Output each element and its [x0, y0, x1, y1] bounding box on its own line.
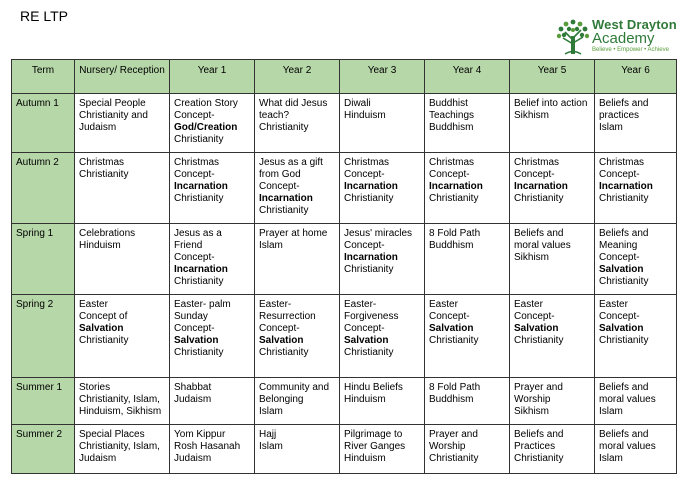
topic-cell	[595, 378, 677, 425]
cell-line: Beliefs and	[599, 228, 649, 239]
cell-line: Prayer at home	[259, 228, 328, 239]
topic-cell	[75, 295, 170, 378]
header-reception-line: Reception	[119, 65, 165, 76]
cell-line: Yom Kippur	[174, 429, 226, 440]
cell-line: What did Jesus	[259, 98, 328, 109]
cell-line: moral values	[514, 240, 571, 251]
cell-line: Incarnation	[514, 181, 568, 192]
cell-line: Buddhism	[429, 240, 474, 251]
cell-line: Celebrations	[79, 228, 136, 239]
cell-line: Christianity	[344, 264, 394, 275]
table-header-row	[12, 60, 677, 94]
cell-line: Worship	[514, 394, 551, 405]
school-logo	[555, 16, 680, 56]
topic-cell	[510, 295, 595, 378]
cell-line: Jesus as a gift	[259, 157, 323, 168]
header-nursery-line: Nursery/	[79, 65, 117, 76]
cell-line: Beliefs and	[599, 382, 649, 393]
cell-line: Concept-	[174, 169, 215, 180]
header-year-3: Year 3	[340, 60, 425, 94]
cell-line: Christianity	[79, 169, 129, 180]
cell-line: Diwali	[344, 98, 371, 109]
cell-line: Prayer and	[514, 382, 563, 393]
cell-line: Concept-	[344, 323, 385, 334]
cell-line: Special People	[79, 98, 146, 109]
cell-line: Christianity, Islam,	[79, 441, 160, 452]
cell-line: Incarnation	[599, 181, 653, 192]
cell-line: Salvation	[599, 323, 644, 334]
topic-cell	[75, 224, 170, 295]
cell-line: Concept-	[344, 240, 385, 251]
cell-line: Christianity	[344, 347, 394, 358]
cell-line: Concept-	[514, 169, 555, 180]
topic-cell	[340, 224, 425, 295]
cell-line: Incarnation	[344, 252, 398, 263]
cell-line: Hajj	[259, 429, 277, 440]
cell-line: from God	[259, 169, 301, 180]
cell-line: Christianity	[344, 193, 394, 204]
cell-line: Salvation	[174, 335, 219, 346]
header-year-1: Year 1	[170, 60, 255, 94]
cell-line: Islam	[599, 453, 623, 464]
cell-line: Christianity	[514, 193, 564, 204]
cell-line: Christianity	[514, 453, 564, 464]
cell-line: Hinduism	[344, 453, 386, 464]
topic-cell	[255, 425, 340, 474]
cell-line: practices	[599, 110, 640, 121]
cell-line: Easter	[429, 299, 458, 310]
cell-line: Sikhism	[514, 110, 550, 121]
cell-line: Christianity	[429, 335, 479, 346]
cell-line: Christianity	[429, 453, 479, 464]
cell-line: Judaism	[79, 453, 117, 464]
cell-line: Easter- palm	[174, 299, 231, 310]
cell-line: Beliefs and	[514, 228, 564, 239]
topic-cell	[510, 94, 595, 153]
table-row	[12, 224, 677, 295]
topic-cell	[75, 425, 170, 474]
cell-line: Hindu Beliefs	[344, 382, 403, 393]
cell-line: Salvation	[79, 323, 124, 334]
cell-line: Salvation	[599, 264, 644, 275]
cell-line: Resurrection	[259, 311, 316, 322]
topic-cell	[425, 378, 510, 425]
cell-line: Islam	[259, 240, 283, 251]
cell-line: Christianity, Islam,	[79, 394, 160, 405]
cell-line: Incarnation	[429, 181, 483, 192]
cell-line: Christianity	[174, 134, 224, 145]
cell-line: Incarnation	[174, 264, 228, 275]
cell-line: Christianity and	[79, 110, 148, 121]
topic-cell	[340, 153, 425, 224]
cell-line: Concept-	[344, 169, 385, 180]
topic-cell	[425, 425, 510, 474]
cell-line: Incarnation	[259, 193, 313, 204]
topic-cell	[255, 378, 340, 425]
topic-cell	[510, 378, 595, 425]
cell-line: Shabbat	[174, 382, 212, 393]
cell-line: Easter	[79, 299, 108, 310]
cell-line: Salvation	[429, 323, 474, 334]
cell-line: Beliefs and	[514, 429, 564, 440]
header-term: Term	[12, 60, 75, 94]
cell-line: Hinduism	[344, 110, 386, 121]
term-cell: Spring 1	[12, 224, 75, 295]
cell-line: Islam	[259, 441, 283, 452]
cell-line: Christmas	[79, 157, 125, 168]
topic-cell	[595, 425, 677, 474]
cell-line: Christmas	[174, 157, 220, 168]
table-row	[12, 94, 677, 153]
cell-line: Concept-	[599, 169, 640, 180]
cell-line: River Ganges	[344, 441, 406, 452]
cell-line: Judaism	[174, 394, 212, 405]
cell-line: Sikhism	[514, 252, 550, 263]
topic-cell	[340, 425, 425, 474]
cell-line: Concept-	[174, 323, 215, 334]
cell-line: Salvation	[514, 323, 559, 334]
cell-line: Community and	[259, 382, 330, 393]
cell-line: Pilgrimage to	[344, 429, 403, 440]
topic-cell	[510, 153, 595, 224]
cell-line: Christianity	[79, 335, 129, 346]
cell-line: Buddhism	[429, 394, 474, 405]
cell-line: Islam	[259, 406, 283, 417]
topic-cell	[170, 378, 255, 425]
term-cell: Autumn 1	[12, 94, 75, 153]
logo-subname: Academy	[592, 30, 655, 47]
cell-line: Christianity	[259, 347, 309, 358]
term-cell: Spring 2	[12, 295, 75, 378]
cell-line: Meaning	[599, 240, 638, 251]
term-cell: Autumn 2	[12, 153, 75, 224]
cell-line: Special Places	[79, 429, 145, 440]
cell-line: Christianity	[174, 276, 224, 287]
cell-line: 8 Fold Path	[429, 382, 481, 393]
cell-line: Hinduism, Sikhism	[79, 406, 162, 417]
topic-cell	[75, 153, 170, 224]
cell-line: Christmas	[344, 157, 390, 168]
logo-name: West Drayton	[592, 17, 677, 32]
cell-line: Sikhism	[514, 406, 550, 417]
cell-line: Christianity	[599, 335, 649, 346]
re-ltp-table	[11, 59, 677, 474]
topic-cell	[510, 425, 595, 474]
header-year-4: Year 4	[425, 60, 510, 94]
cell-line: Easter-	[344, 299, 377, 310]
cell-line: Sunday	[174, 311, 208, 322]
cell-line: Beliefs and	[599, 429, 649, 440]
topic-cell	[595, 295, 677, 378]
topic-cell	[595, 153, 677, 224]
cell-line: Buddhism	[429, 122, 474, 133]
table-row	[12, 378, 677, 425]
cell-line: Christianity	[174, 347, 224, 358]
cell-line: Christianity	[599, 276, 649, 287]
table-row	[12, 153, 677, 224]
cell-line: Christmas	[599, 157, 645, 168]
cell-line: moral values	[599, 441, 656, 452]
cell-line: Concept-	[174, 110, 215, 121]
tree-logo-icon	[555, 16, 591, 56]
cell-line: teach?	[259, 110, 290, 121]
topic-cell	[170, 425, 255, 474]
header-year-6: Year 6	[595, 60, 677, 94]
topic-cell	[510, 224, 595, 295]
document-title: RE LTP	[20, 8, 68, 24]
cell-line: Incarnation	[344, 181, 398, 192]
cell-line: Judaism	[79, 122, 117, 133]
topic-cell	[255, 224, 340, 295]
logo-tagline: Believe • Empower • Achieve	[592, 47, 669, 53]
cell-line: Concept-	[514, 311, 555, 322]
topic-cell	[170, 94, 255, 153]
header-year-2: Year 2	[255, 60, 340, 94]
topic-cell	[170, 224, 255, 295]
topic-cell	[595, 94, 677, 153]
cell-line: Belief into action	[514, 98, 588, 109]
cell-line: God/Creation	[174, 122, 238, 133]
cell-line: Christianity	[599, 193, 649, 204]
cell-line: Practices	[514, 441, 556, 452]
topic-cell	[255, 295, 340, 378]
cell-line: Concept-	[599, 252, 640, 263]
topic-cell	[425, 295, 510, 378]
topic-cell	[75, 94, 170, 153]
topic-cell	[75, 378, 170, 425]
cell-line: Salvation	[344, 335, 389, 346]
cell-line: Hinduism	[344, 394, 386, 405]
topic-cell	[595, 224, 677, 295]
topic-cell	[255, 153, 340, 224]
topic-cell	[170, 153, 255, 224]
cell-line: Concept of	[79, 311, 128, 322]
cell-line: Concept-	[259, 181, 300, 192]
header-year-5: Year 5	[510, 60, 595, 94]
cell-line: Worship	[429, 441, 466, 452]
cell-line: Belonging	[259, 394, 304, 405]
cell-line: Christmas	[514, 157, 560, 168]
topic-cell	[340, 94, 425, 153]
cell-line: Christianity	[259, 122, 309, 133]
topic-cell	[425, 94, 510, 153]
cell-line: Concept-	[429, 311, 470, 322]
cell-line: Hinduism	[79, 240, 121, 251]
cell-line: Jesus' miracles	[344, 228, 413, 239]
cell-line: Teachings	[429, 110, 475, 121]
cell-line: Friend	[174, 240, 203, 251]
cell-line: Creation Story	[174, 98, 238, 109]
cell-line: Islam	[599, 122, 623, 133]
cell-line: Easter	[599, 299, 628, 310]
cell-line: Christianity	[174, 193, 224, 204]
topic-cell	[170, 295, 255, 378]
table-row	[12, 425, 677, 474]
cell-line: Christianity	[259, 205, 309, 216]
topic-cell	[340, 295, 425, 378]
topic-cell	[425, 153, 510, 224]
cell-line: Beliefs and	[599, 98, 649, 109]
cell-line: Easter-	[259, 299, 292, 310]
cell-line: Christianity	[429, 193, 479, 204]
cell-line: Christmas	[429, 157, 475, 168]
header-nursery-reception	[75, 60, 170, 94]
cell-line: Concept-	[429, 169, 470, 180]
cell-line: Islam	[599, 406, 623, 417]
cell-line: 8 Fold Path	[429, 228, 481, 239]
cell-line: Judaism	[174, 453, 212, 464]
topic-cell	[255, 94, 340, 153]
cell-line: Salvation	[259, 335, 304, 346]
cell-line: Incarnation	[174, 181, 228, 192]
table-row	[12, 295, 677, 378]
cell-line: Rosh Hasanah	[174, 441, 241, 452]
cell-line: Jesus as a	[174, 228, 222, 239]
cell-line: Stories	[79, 382, 111, 393]
cell-line: moral values	[599, 394, 656, 405]
topic-cell	[425, 224, 510, 295]
cell-line: Concept-	[259, 323, 300, 334]
cell-line: Buddhist	[429, 98, 468, 109]
topic-cell	[340, 378, 425, 425]
term-cell: Summer 1	[12, 378, 75, 425]
cell-line: Christianity	[514, 335, 564, 346]
cell-line: Forgiveness	[344, 311, 399, 322]
cell-line: Concept-	[599, 311, 640, 322]
cell-line: Prayer and	[429, 429, 478, 440]
term-cell: Summer 2	[12, 425, 75, 474]
cell-line: Easter	[514, 299, 543, 310]
cell-line: Concept-	[174, 252, 215, 263]
